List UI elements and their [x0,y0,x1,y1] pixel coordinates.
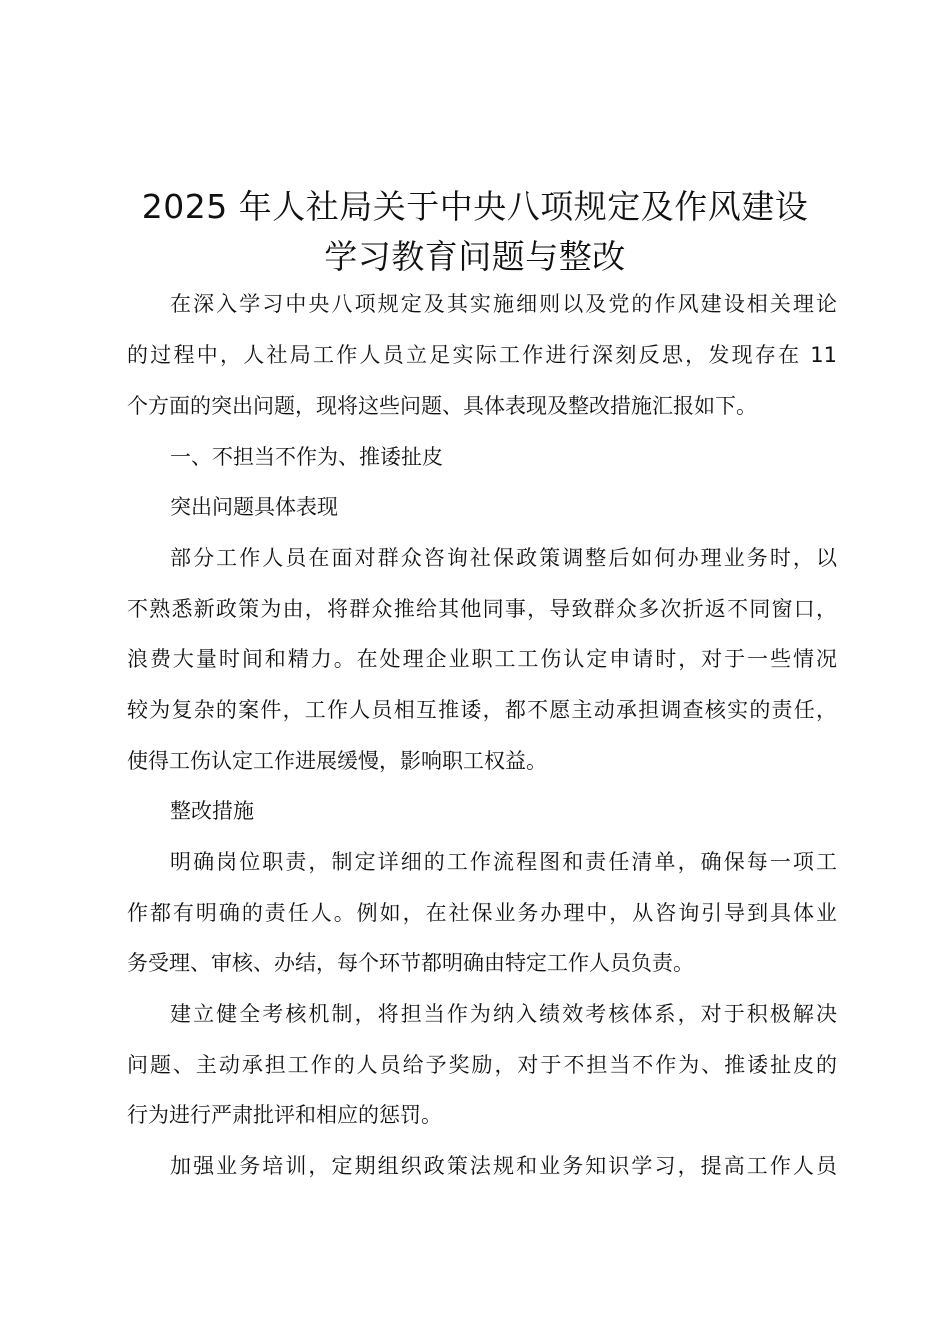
paragraph-problems-line-4: 较为复杂的案件，工作人员相互推诿，都不愿主动承担调查核实的责任， [127,698,837,722]
paragraph-problems-line-5: 使得工伤认定工作进展缓慢，影响职工权益。 [127,749,547,773]
paragraph-measure-1-line-2: 作都有明确的责任人。例如，在社保业务办理中，从咨询引导到具体业 [127,901,837,925]
subheading-measures: 整改措施 [170,799,254,823]
paragraph-intro-line-2: 的过程中，人社局工作人员立足实际工作进行深刻反思，发现存在 11 [127,343,837,367]
subheading-problems: 突出问题具体表现 [170,495,338,519]
paragraph-intro-line-1: 在深入学习中央八项规定及其实施细则以及党的作风建设相关理论 [170,292,837,316]
paragraph-problems-line-1: 部分工作人员在面对群众咨询社保政策调整后如何办理业务时，以 [170,546,837,570]
paragraph-measure-2-line-3: 行为进行严肃批评和相应的惩罚。 [127,1103,442,1127]
document-title-line-1: 2025 年人社局关于中央八项规定及作风建设 [141,187,809,226]
paragraph-measure-1-line-1: 明确岗位职责，制定详细的工作流程图和责任清单，确保每一项工 [170,850,837,874]
paragraph-measure-3-line-1: 加强业务培训，定期组织政策法规和业务知识学习，提高工作人员 [170,1154,837,1178]
section-heading-1: 一、不担当不作为、推诿扯皮 [170,445,443,469]
paragraph-problems-line-2: 不熟悉新政策为由，将群众推给其他同事，导致群众多次折返不同窗口， [127,597,837,621]
document-title-line-2: 学习教育问题与整改 [324,237,626,276]
paragraph-measure-2-line-1: 建立健全考核机制，将担当作为纳入绩效考核体系，对于积极解决 [170,1002,837,1026]
paragraph-measure-2-line-2: 问题、主动承担工作的人员给予奖励，对于不担当不作为、推诿扯皮的 [127,1053,837,1077]
paragraph-measure-1-line-3: 务受理、审核、办结，每个环节都明确由特定工作人员负责。 [127,951,694,975]
paragraph-problems-line-3: 浪费大量时间和精力。在处理企业职工工伤认定申请时，对于一些情况 [127,647,837,671]
paragraph-intro-line-3: 个方面的突出问题，现将这些问题、具体表现及整改措施汇报如下。 [127,394,757,418]
